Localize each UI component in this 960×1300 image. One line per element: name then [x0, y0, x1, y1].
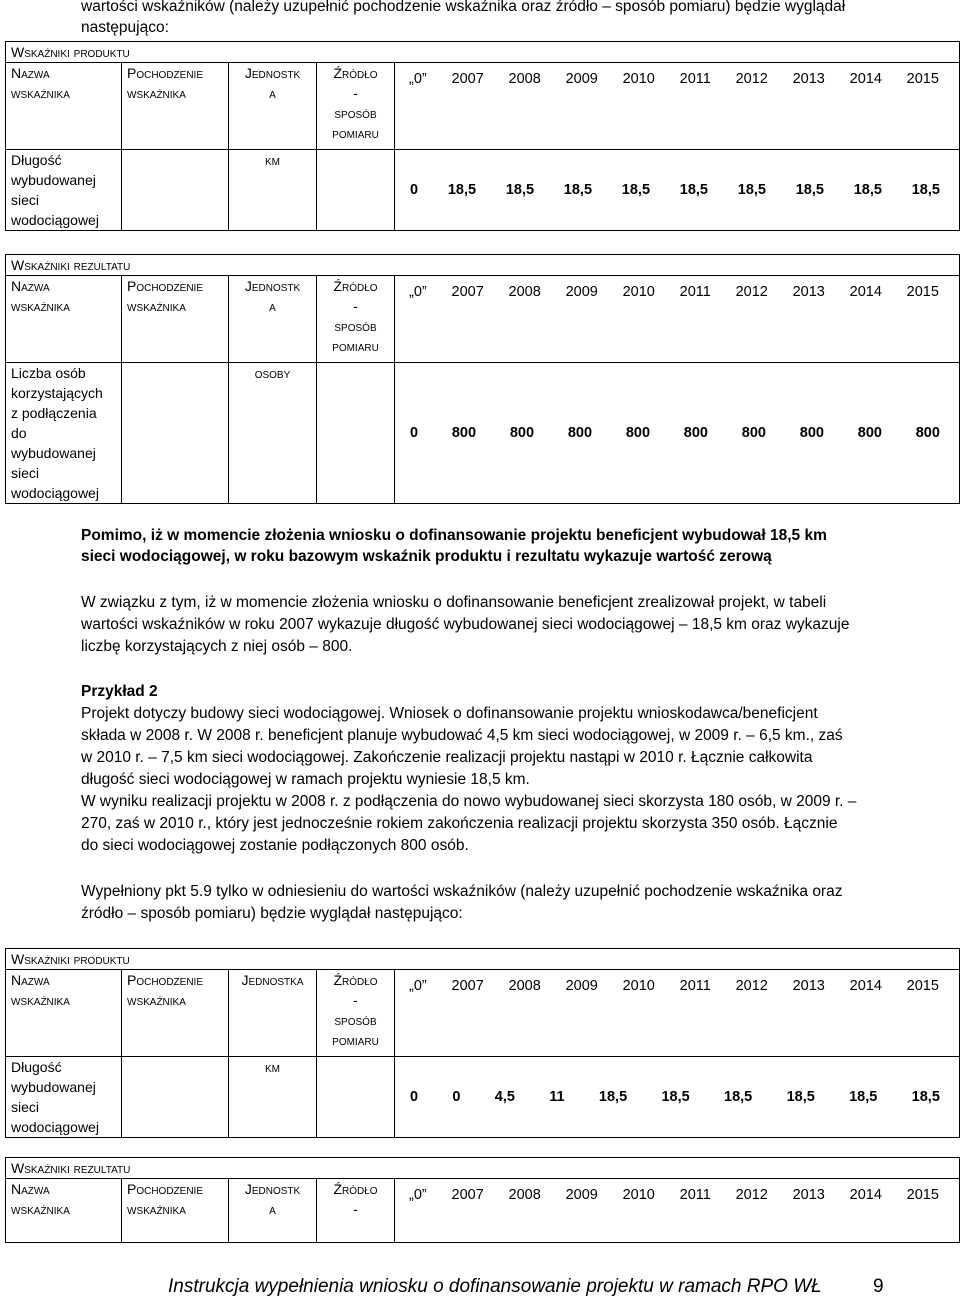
year-cell: 2012: [735, 71, 768, 87]
year-cell: 2009: [565, 978, 598, 994]
example-title: Przykład 2: [81, 683, 158, 700]
year-cell: 2010: [622, 978, 655, 994]
header-source: Źródło - sposób pomiaru: [317, 276, 395, 363]
example-line-4: długość sieci wodociągowej w ramach projektu wyniesie 18,5 km.: [81, 771, 530, 788]
header-name: Nazwa wskaźnika: [6, 1179, 122, 1243]
value-cell: 800: [857, 425, 882, 441]
example-line-3: w 2010 r. – 7,5 km sieci wodociągowej. Zakończenie realizacji projektu nastąpi w 2010 r. Łącznie całkowita: [81, 749, 813, 766]
para1-line-1: Pomimo, iż w momencie złożenia wniosku o dofinansowanie projektu beneficjent wybudował 18,5 km: [81, 527, 827, 544]
example-line-1: Projekt dotyczy budowy sieci wodociągowej. Wniosek o dofinansowanie projektu wnioskodawca/beneficjent: [81, 705, 818, 722]
unit-cell: km: [229, 1057, 317, 1138]
year-cell: „0”: [409, 1187, 427, 1203]
section-title: Wskaźniki produktu: [6, 949, 960, 970]
year-cell: 2014: [849, 71, 882, 87]
year-cell: 2010: [622, 71, 655, 87]
values-cell: [395, 363, 960, 504]
example-line-2: składa w 2008 r. W 2008 r. beneficjent planuje wybudować 4,5 km sieci wodociągowej, w 2009 r. – 6,5 km., zaś: [81, 727, 843, 744]
para2-line-2: wartości wskaźników w roku 2007 wykazuje długość wybudowanej sieci wodociągowej – 18,5 km oraz wykazuje: [81, 616, 850, 633]
header-name: Nazwa wskaźnika: [6, 970, 122, 1057]
year-cell: 2012: [735, 284, 768, 300]
year-cell: 2013: [792, 284, 825, 300]
origin-cell: [122, 1057, 229, 1138]
year-cell: „0”: [409, 978, 427, 994]
year-cell: 2012: [735, 1187, 768, 1203]
intro-line-2: następująco:: [81, 19, 169, 36]
header-name: Nazwa wskaźnika: [6, 276, 122, 363]
para3-line-2: źródło – sposób pomiaru) będzie wyglądał następująco:: [81, 905, 463, 922]
year-cell: 2012: [735, 978, 768, 994]
value-cell: 18,5: [853, 182, 882, 198]
year-cell: 2009: [565, 71, 598, 87]
year-cell: 2011: [679, 978, 711, 994]
year-cell: 2015: [906, 1187, 939, 1203]
value-cell: 800: [509, 425, 535, 441]
year-cell: 2008: [508, 978, 541, 994]
origin-cell: [122, 150, 229, 231]
indicator-name: Długość wybudowanej sieci wodociągowej: [6, 1057, 122, 1138]
section-title: Wskaźniki rezultatu: [6, 1158, 960, 1179]
value-cell: 18,5: [563, 182, 593, 198]
para2-line-1: W związku z tym, iż w momencie złożenia wniosku o dofinansowanie beneficjent zrealizował projekt, w tabeli: [81, 594, 827, 611]
year-cell: 2014: [849, 978, 882, 994]
header-years: [395, 63, 960, 150]
year-cell: „0”: [409, 71, 427, 87]
value-cell: 4,5: [494, 1089, 515, 1105]
header-origin: Pochodzenie wskaźnika: [122, 276, 229, 363]
value-cell: 18,5: [849, 1089, 878, 1105]
header-origin: Pochodzenie wskaźnika: [122, 970, 229, 1057]
value-cell: 800: [799, 425, 824, 441]
year-cell: 2007: [451, 284, 484, 300]
header-origin: Pochodzenie wskaźnika: [122, 1179, 229, 1243]
header-source: Źródło - sposób pomiaru: [317, 970, 395, 1057]
value-cell: 18,5: [598, 1089, 628, 1105]
year-cell: „0”: [409, 284, 427, 300]
indicator-name: Długość wybudowanej sieci wodociągowej: [6, 150, 122, 231]
indicators-table-product-example: [5, 948, 960, 1138]
value-cell: 18,5: [737, 182, 766, 198]
header-origin: Pochodzenie wskaźnika: [122, 63, 229, 150]
value-cell: 18,5: [679, 182, 708, 198]
value-cell: 800: [741, 425, 766, 441]
footer-title: Instrukcja wypełnienia wniosku o dofinansowanie projektu w ramach RPO WŁ: [168, 1276, 822, 1297]
value-cell: 0: [410, 425, 419, 441]
para1-line-2: sieci wodociągowej, w roku bazowym wskaźnik produktu i rezultatu wykazuje wartość zerową: [81, 548, 772, 565]
year-cell: 2011: [679, 284, 711, 300]
year-cell: 2007: [451, 978, 484, 994]
unit-cell: osoby: [229, 363, 317, 504]
value-cell: 800: [915, 425, 940, 441]
indicators-table-product: [5, 41, 960, 231]
value-cell: 800: [683, 425, 708, 441]
year-cell: 2007: [451, 1187, 484, 1203]
year-cell: 2011: [679, 1187, 711, 1203]
header-source: Źródło - sposób pomiaru: [317, 63, 395, 150]
year-cell: 2007: [451, 71, 484, 87]
value-cell: 800: [625, 425, 651, 441]
year-cell: 2013: [792, 978, 825, 994]
header-years: [395, 1179, 960, 1243]
values-cell: [395, 1057, 960, 1138]
value-cell: 18,5: [447, 182, 477, 198]
source-cell: [317, 1057, 395, 1138]
year-cell: 2009: [565, 284, 598, 300]
value-cell: 18,5: [911, 1089, 940, 1105]
year-cell: 2013: [792, 1187, 825, 1203]
page-number: 9: [873, 1276, 884, 1297]
section-title: Wskaźniki produktu: [6, 42, 960, 63]
value-cell: 0: [452, 1089, 461, 1105]
header-source: Źródło -: [317, 1179, 395, 1243]
value-cell: 0: [410, 1089, 419, 1105]
value-cell: 18,5: [911, 182, 940, 198]
header-years: [395, 970, 960, 1057]
intro-line-1: wartości wskaźników (należy uzupełnić pochodzenie wskaźnika oraz źródło – sposób pomiaru) będzie wyglądał: [81, 0, 846, 15]
header-unit: Jednostka: [229, 970, 317, 1057]
value-cell: 18,5: [505, 182, 535, 198]
year-cell: 2011: [679, 71, 711, 87]
year-cell: 2008: [508, 1187, 541, 1203]
header-name: Nazwa wskaźnika: [6, 63, 122, 150]
origin-cell: [122, 363, 229, 504]
year-cell: 2015: [906, 71, 939, 87]
year-cell: 2008: [508, 284, 541, 300]
header-years: [395, 276, 960, 363]
indicators-table-result: [5, 254, 960, 504]
year-cell: 2013: [792, 71, 825, 87]
year-cell: 2008: [508, 71, 541, 87]
example-line-6: 270, zaś w 2010 r., który jest jednocześnie rokiem zakończenia realizacji projektu skorzysta 350 osób. Łącznie: [81, 815, 838, 832]
source-cell: [317, 363, 395, 504]
value-cell: 800: [567, 425, 593, 441]
example-line-5: W wyniku realizacji projektu w 2008 r. z podłączenia do nowo wybudowanej sieci skorzysta 180 osób, w 2009 r. –: [81, 793, 857, 810]
values-cell: [395, 150, 960, 231]
header-unit: Jednostk a: [229, 63, 317, 150]
year-cell: 2010: [622, 1187, 655, 1203]
year-cell: 2010: [622, 284, 655, 300]
unit-cell: km: [229, 150, 317, 231]
value-cell: 0: [410, 182, 419, 198]
year-cell: 2015: [906, 978, 939, 994]
indicators-table-result-example: [5, 1157, 960, 1243]
indicator-name: Liczba osób korzystających z podłączenia do wybudowanej sieci wodociągowej: [6, 363, 122, 504]
header-unit: Jednostk a: [229, 1179, 317, 1243]
source-cell: [317, 150, 395, 231]
value-cell: 18,5: [621, 182, 651, 198]
para3-line-1: Wypełniony pkt 5.9 tylko w odniesieniu do wartości wskaźników (należy uzupełnić pochodzenie wskaźnika oraz: [81, 883, 843, 900]
table-row: [6, 1057, 960, 1138]
table-row: [6, 363, 960, 504]
value-cell: 18,5: [786, 1089, 815, 1105]
year-cell: 2014: [849, 1187, 882, 1203]
table-row: [6, 150, 960, 231]
header-unit: Jednostk a: [229, 276, 317, 363]
year-cell: 2015: [906, 284, 939, 300]
value-cell: 11: [549, 1089, 565, 1105]
year-cell: 2014: [849, 284, 882, 300]
value-cell: 800: [451, 425, 477, 441]
year-cell: 2009: [565, 1187, 598, 1203]
section-title: Wskaźniki rezultatu: [6, 255, 960, 276]
example-line-7: do sieci wodociągowej zostanie podłączonych 800 osób.: [81, 837, 469, 854]
value-cell: 18,5: [724, 1089, 753, 1105]
para2-line-3: liczbę korzystających z niej osób – 800.: [81, 638, 353, 655]
value-cell: 18,5: [661, 1089, 690, 1105]
value-cell: 18,5: [795, 182, 824, 198]
